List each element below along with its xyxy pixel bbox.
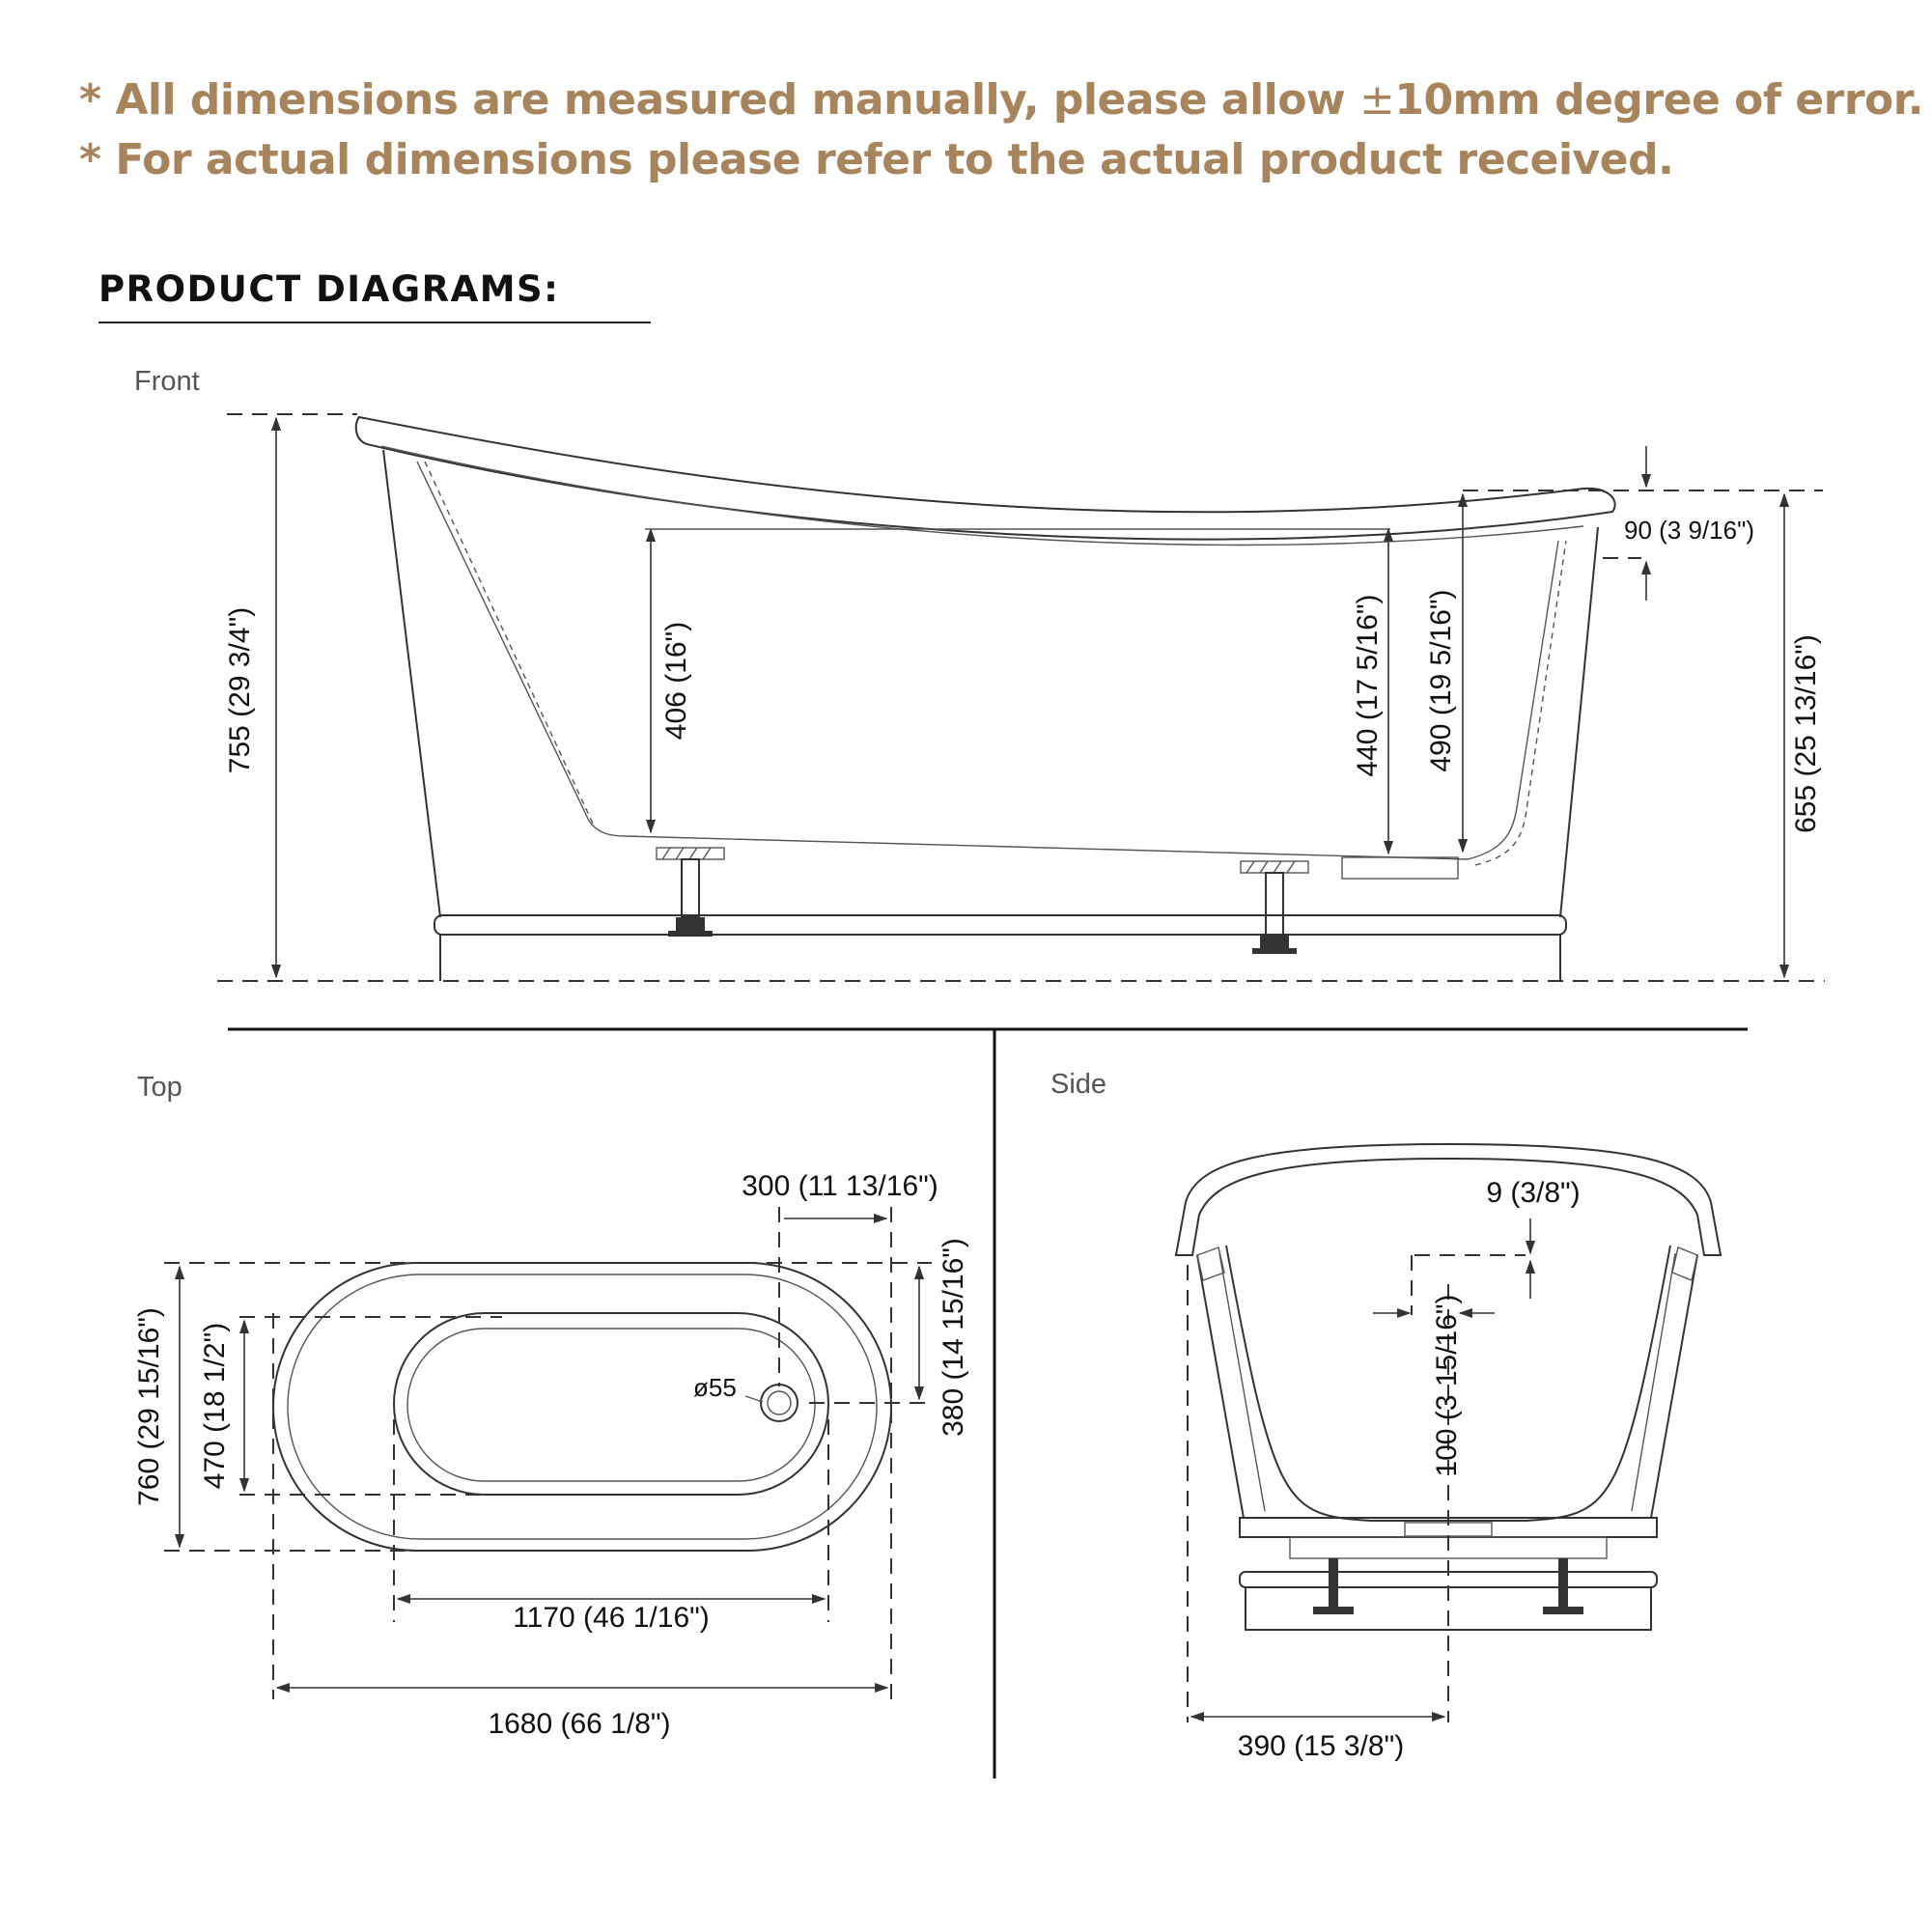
front-foot-right (1241, 861, 1308, 954)
top-inner-width-label: 470 (18 1/2") (199, 1322, 231, 1490)
top-inner-length-label: 1170 (46 1/16") (513, 1602, 710, 1634)
plus-minus-sign: ± (1358, 75, 1395, 125)
top-overall-length-label: 1680 (66 1/8") (488, 1708, 671, 1740)
front-view (134, 366, 1825, 981)
front-depth-b-label: 490 (19 5/16") (1425, 589, 1457, 772)
note-tolerance-prefix: * All dimensions are measured manually, please allow (79, 75, 1359, 125)
side-rim-thickness-label: 9 (3/8") (1486, 1177, 1581, 1209)
top-tub-outline (273, 1263, 891, 1551)
front-foot-left (657, 848, 724, 937)
front-end-height-label: 655 (25 13/16") (1790, 634, 1822, 833)
section-heading: PRODUCT DIAGRAMS: (98, 268, 560, 310)
side-half-depth-label: 390 (15 3/8") (1237, 1730, 1405, 1762)
side-drain-height-label: 100 (3 15/16") (1431, 1294, 1463, 1477)
front-depth-a-label: 440 (17 5/16") (1352, 594, 1384, 777)
top-drain-offset-label: 300 (11 13/16") (742, 1170, 938, 1202)
top-overall-width-label: 760 (29 15/16") (133, 1307, 165, 1506)
front-rim-height-label: 90 (3 9/16") (1624, 516, 1754, 545)
front-view-label: Front (134, 366, 200, 397)
note-actual-dimensions: * For actual dimensions please refer to the actual product received. (79, 135, 1674, 184)
drain-diameter-label: ø55 (693, 1373, 737, 1402)
side-view-label: Side (1050, 1069, 1107, 1100)
front-inner-depth-label: 406 (16") (660, 621, 692, 741)
top-view-label: Top (137, 1072, 182, 1103)
front-overall-height-label: 755 (29 3/4") (224, 606, 256, 774)
top-view (133, 1072, 969, 1740)
top-half-width-label: 380 (14 15/16") (938, 1238, 969, 1437)
drain-icon (761, 1385, 798, 1421)
side-view (1050, 1069, 1721, 1762)
note-tolerance-suffix: 10mm degree of error. (1394, 75, 1923, 125)
